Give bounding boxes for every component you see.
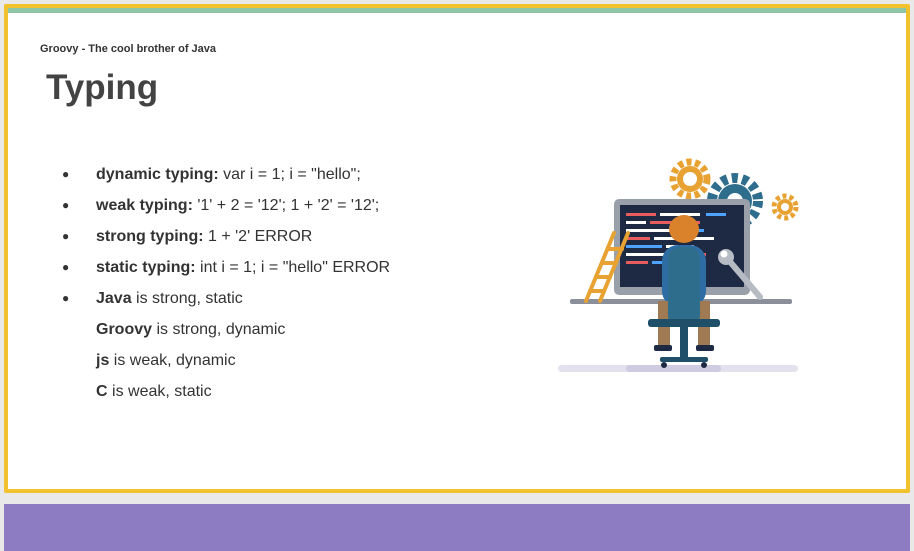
bullet-text: is strong, static	[131, 290, 243, 307]
bullet-text: var i = 1; i = "hello";	[218, 166, 361, 183]
bullet-item-static-typing	[60, 252, 390, 283]
slide-title: Typing	[46, 68, 159, 107]
bullet-dot: ●	[62, 229, 70, 243]
bullet-list	[60, 159, 390, 407]
slide-top-stripe	[8, 8, 906, 13]
bullet-term: js	[96, 352, 110, 369]
bullet-text: is strong, dynamic	[152, 321, 286, 338]
bullet-term: Groovy	[96, 321, 153, 338]
bullet-text: int i = 1; i = "hello" ERROR	[195, 259, 391, 276]
bullet-dot: ●	[62, 167, 70, 181]
bullet-dot: ●	[62, 291, 70, 305]
bullet-item-js	[60, 345, 390, 376]
gear-small-icon	[774, 196, 796, 218]
bullet-item-strong-typing	[60, 221, 390, 252]
next-slide-thumbnail[interactable]	[4, 504, 910, 551]
bullet-term: static typing:	[96, 259, 196, 276]
bullet-text: 1 + '2' ERROR	[203, 228, 313, 245]
bullet-text: is weak, static	[107, 383, 212, 400]
bullet-term: strong typing:	[96, 228, 204, 245]
bullet-term: weak typing:	[96, 197, 193, 214]
bullet-text: '1' + 2 = '12'; 1 + '2' = '12';	[192, 197, 380, 214]
developer-illustration	[556, 151, 806, 381]
bullet-term: Java	[96, 290, 132, 307]
bullet-term: dynamic typing:	[96, 166, 219, 183]
bullet-dot: ●	[62, 198, 70, 212]
bullet-item-java	[60, 283, 390, 314]
slide[interactable]	[4, 4, 910, 493]
bullet-dot: ●	[62, 260, 70, 274]
slide-subtitle: Groovy - The cool brother of Java	[40, 43, 217, 55]
bullet-item-groovy	[60, 314, 390, 345]
bullet-item-weak-typing	[60, 190, 390, 221]
bullet-item-c	[60, 376, 390, 407]
gear-top-icon	[673, 162, 707, 196]
bullet-item-dynamic-typing	[60, 159, 390, 190]
bullet-term: C	[96, 383, 108, 400]
bullet-text: is weak, dynamic	[109, 352, 236, 369]
